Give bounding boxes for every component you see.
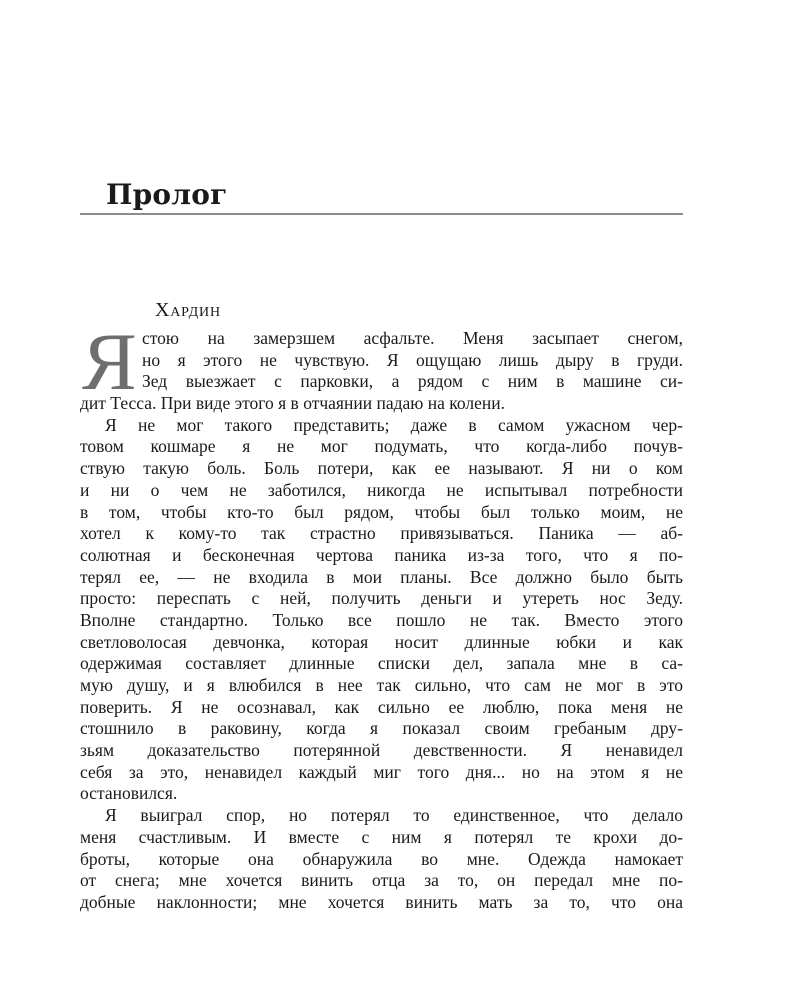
text-line: дит Тесса. При виде этого я в отчаянии падаю на колени. bbox=[80, 393, 505, 414]
text-line: солютная и бесконечная чертова паника из-за того, что я по- bbox=[80, 544, 683, 565]
text-line: но я этого не чувствую. Я ощущаю лишь дыру в груди. bbox=[142, 349, 683, 370]
text-line: стою на замерзшем асфальте. Меня засыпает снегом, bbox=[142, 328, 683, 348]
text-line: остановился. bbox=[80, 783, 178, 804]
text-line: себя за это, ненавидел каждый миг того дня... но на этом я не bbox=[80, 761, 683, 782]
text-line: и ни о чем не заботился, никогда не испытывал потребности bbox=[80, 479, 683, 500]
text-line: товом кошмаре я не мог подумать, что когда-либо почув- bbox=[80, 436, 683, 457]
text-line: добные наклонности; мне хочется винить мать за то, что она bbox=[80, 891, 683, 912]
text-line: от снега; мне хочется винить отца за то, он передал мне по- bbox=[80, 870, 683, 891]
text-line: мую душу, и я влюбился в нее так сильно, что сам не мог в это bbox=[80, 675, 683, 695]
text-line: хотел к кому-то так страстно привязываться. Паника — аб- bbox=[80, 523, 683, 544]
text-line: стошнило в раковину, когда я показал своим гребаным дру- bbox=[80, 718, 683, 739]
paragraph-first-line: Я не мог такого представить; даже в самом ужасном чер- bbox=[105, 414, 683, 435]
text-line: Зед выезжает с парковки, а рядом с ним в машине си- bbox=[142, 371, 683, 392]
text-line: зьям доказательство потерянной девственности. Я ненавидел bbox=[80, 740, 683, 761]
paragraph-first-line: Я выиграл спор, но потерял то единственное, что делало bbox=[105, 805, 683, 826]
text-line: броты, которые она обнаружила во мне. Одежда намокает bbox=[80, 848, 683, 869]
text-line: поверить. Я не осознавал, как сильно ее люблю, пока меня не bbox=[80, 696, 683, 717]
text-line: ствую такую боль. Боль потери, как ее называют. Я ни о ком bbox=[80, 458, 683, 479]
chapter-divider bbox=[80, 213, 683, 215]
text-line: Вполне стандартно. Только все пошло не так. Вместо этого bbox=[80, 609, 683, 630]
text-line: терял ее, — не входила в мои планы. Все должно было быть bbox=[80, 566, 683, 587]
text-line: одержимая составляет длинные списки дел, запала мне в са- bbox=[80, 653, 683, 674]
body-text bbox=[80, 316, 683, 914]
text-line: просто: переспать с ней, получить деньги и утереть нос Зеду. bbox=[80, 588, 683, 609]
section-heading: Хардин bbox=[155, 299, 221, 321]
text-line: меня счастливым. И вместе с ним я потерял те крохи до- bbox=[80, 826, 683, 847]
text-line: светловолосая девчонка, которая носит длинные юбки и как bbox=[80, 631, 683, 652]
drop-cap-letter: Я bbox=[82, 316, 137, 407]
text-line: в том, чтобы кто-то был рядом, чтобы был только моим, не bbox=[80, 501, 683, 522]
chapter-title: Пролог bbox=[106, 178, 228, 211]
